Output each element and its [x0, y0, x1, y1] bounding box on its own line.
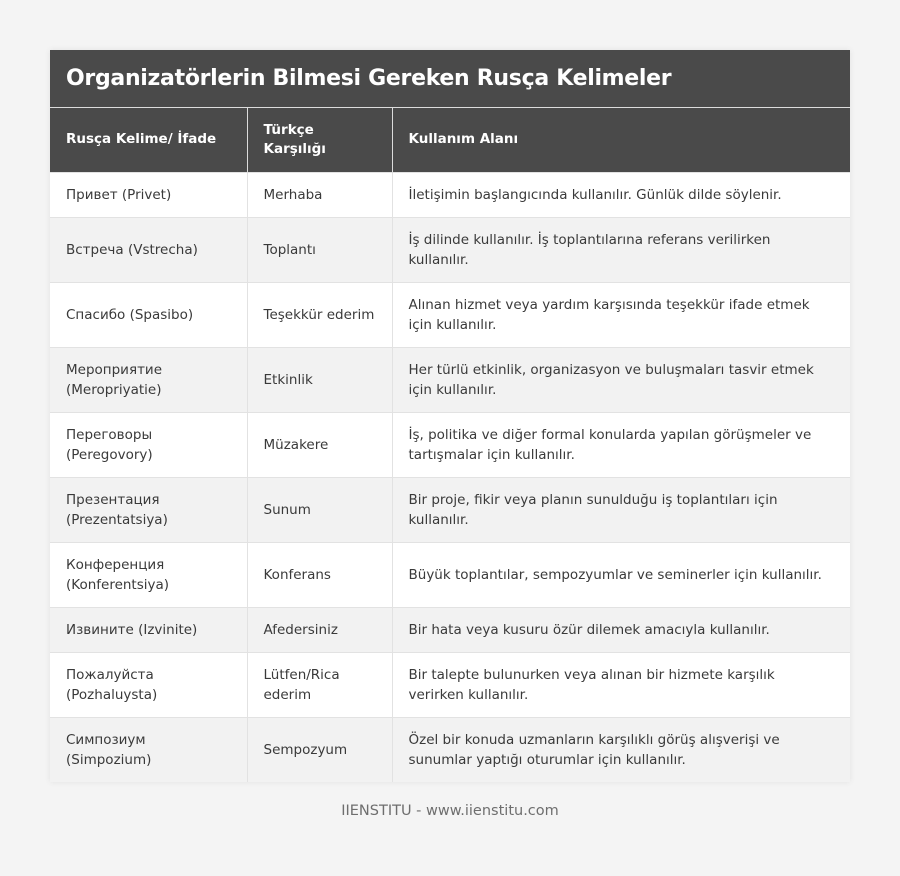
table-row	[50, 717, 850, 782]
table-row	[50, 542, 850, 607]
table-row	[50, 217, 850, 282]
cell-usage: Büyük toplantılar, sempozyumlar ve seminerler için kullanılır.	[392, 542, 850, 607]
cell-russian: Встреча (Vstrecha)	[50, 217, 247, 282]
cell-turkish: Merhaba	[247, 172, 392, 217]
cell-turkish: Lütfen/Rica ederim	[247, 652, 392, 717]
table-row	[50, 477, 850, 542]
cell-usage: Bir hata veya kusuru özür dilemek amacıyla kullanılır.	[392, 607, 850, 652]
cell-russian: Презентация (Prezentatsiya)	[50, 477, 247, 542]
vocabulary-table	[50, 108, 850, 782]
table-row	[50, 412, 850, 477]
cell-russian: Мероприятие (Meropriyatie)	[50, 347, 247, 412]
cell-usage: Alınan hizmet veya yardım karşısında teşekkür ifade etmek için kullanılır.	[392, 282, 850, 347]
cell-russian: Пожалуйста (Pozhaluysta)	[50, 652, 247, 717]
cell-usage: Her türlü etkinlik, organizasyon ve buluşmaları tasvir etmek için kullanılır.	[392, 347, 850, 412]
table-row	[50, 652, 850, 717]
cell-turkish: Sempozyum	[247, 717, 392, 782]
cell-russian: Извините (Izvinite)	[50, 607, 247, 652]
footer-source: IIENSTITU - www.iienstitu.com	[341, 803, 559, 819]
cell-russian: Симпозиум (Simpozium)	[50, 717, 247, 782]
cell-turkish: Toplantı	[247, 217, 392, 282]
table-header-row	[50, 108, 850, 172]
table-title: Organizatörlerin Bilmesi Gereken Rusça Kelimeler	[50, 50, 850, 108]
cell-turkish: Müzakere	[247, 412, 392, 477]
cell-russian: Привет (Privet)	[50, 172, 247, 217]
cell-turkish: Sunum	[247, 477, 392, 542]
cell-turkish: Teşekkür ederim	[247, 282, 392, 347]
cell-usage: İş, politika ve diğer formal konularda yapılan görüşmeler ve tartışmalar için kullanılır.	[392, 412, 850, 477]
table-row	[50, 347, 850, 412]
cell-turkish: Etkinlik	[247, 347, 392, 412]
column-header-turkish: Türkçe Karşılığı	[247, 108, 392, 172]
vocabulary-table-card	[50, 50, 850, 782]
column-header-russian: Rusça Kelime/ İfade	[50, 108, 247, 172]
cell-russian: Переговоры (Peregovory)	[50, 412, 247, 477]
cell-russian: Конференция (Konferentsiya)	[50, 542, 247, 607]
table-row	[50, 172, 850, 217]
cell-turkish: Afedersiniz	[247, 607, 392, 652]
cell-usage: İş dilinde kullanılır. İş toplantılarına referans verilirken kullanılır.	[392, 217, 850, 282]
column-header-usage: Kullanım Alanı	[392, 108, 850, 172]
cell-usage: Bir talepte bulunurken veya alınan bir hizmete karşılık verirken kullanılır.	[392, 652, 850, 717]
cell-usage: İletişimin başlangıcında kullanılır. Günlük dilde söylenir.	[392, 172, 850, 217]
cell-turkish: Konferans	[247, 542, 392, 607]
cell-russian: Спасибо (Spasibo)	[50, 282, 247, 347]
cell-usage: Özel bir konuda uzmanların karşılıklı görüş alışverişi ve sunumlar yaptığı oturumlar için kullanılır.	[392, 717, 850, 782]
cell-usage: Bir proje, fikir veya planın sunulduğu iş toplantıları için kullanılır.	[392, 477, 850, 542]
table-row	[50, 607, 850, 652]
table-row	[50, 282, 850, 347]
